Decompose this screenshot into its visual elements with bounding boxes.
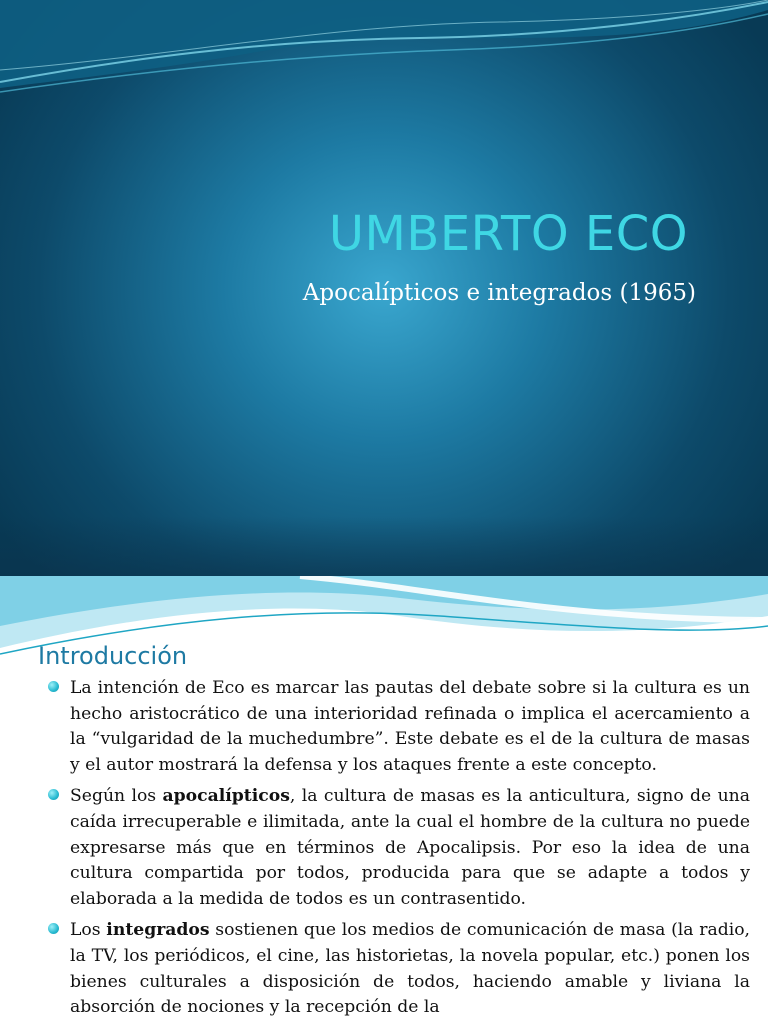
bullet-icon [48, 923, 59, 934]
bullet-text-pre: Los [70, 920, 107, 941]
bullet-text: La intención de Eco es marcar las pautas del debate sobre si la cultura es un hecho aristocrático de una interioridad refinada o implica el acercamiento a la “vulgaridad de la muchedumbre”. Este debate es el de la cultura de masas y el autor mostrará la defensa y los ataques frente a este concepto. [70, 678, 750, 775]
bullet-icon [48, 681, 59, 692]
bullet-emphasis: integrados [106, 920, 210, 941]
slide-shadow [0, 516, 768, 576]
bullet-emphasis: apocalípticos [162, 786, 290, 807]
bullet-item [48, 918, 750, 1020]
slide-title: UMBERTO ECO [328, 206, 688, 262]
bullet-text-pre: Según los [70, 786, 163, 807]
wave-decoration [0, 0, 768, 100]
slide-heading: Introducción [38, 642, 188, 670]
bullet-item [48, 784, 750, 912]
bullet-item [48, 676, 750, 778]
bullet-list [48, 676, 750, 1024]
bullet-text-post: sostienen que los medios de comunicación de masa (la radio, la TV, los periódicos, el cine, las historietas, la novela popular, etc.) ponen los bienes culturales a disposición de todos, haciendo amable y liviana la absorción de nociones y la recepción de la [70, 920, 751, 1018]
content-slide [0, 576, 768, 1024]
slide-subtitle: Apocalípticos e integrados (1965) [302, 280, 696, 306]
bullet-icon [48, 789, 59, 800]
bullet-text-post: , la cultura de masas es la anticultura, signo de una caída irrecuperable e ilimitada, ante la cual el hombre de la cultura no puede expresarse más que en términos de Apocalipsis. Por eso la idea de una cultura compartida por todos, producida para que se adapte a todos y elaborada a la medida de todos es un contrasentido. [70, 786, 750, 909]
